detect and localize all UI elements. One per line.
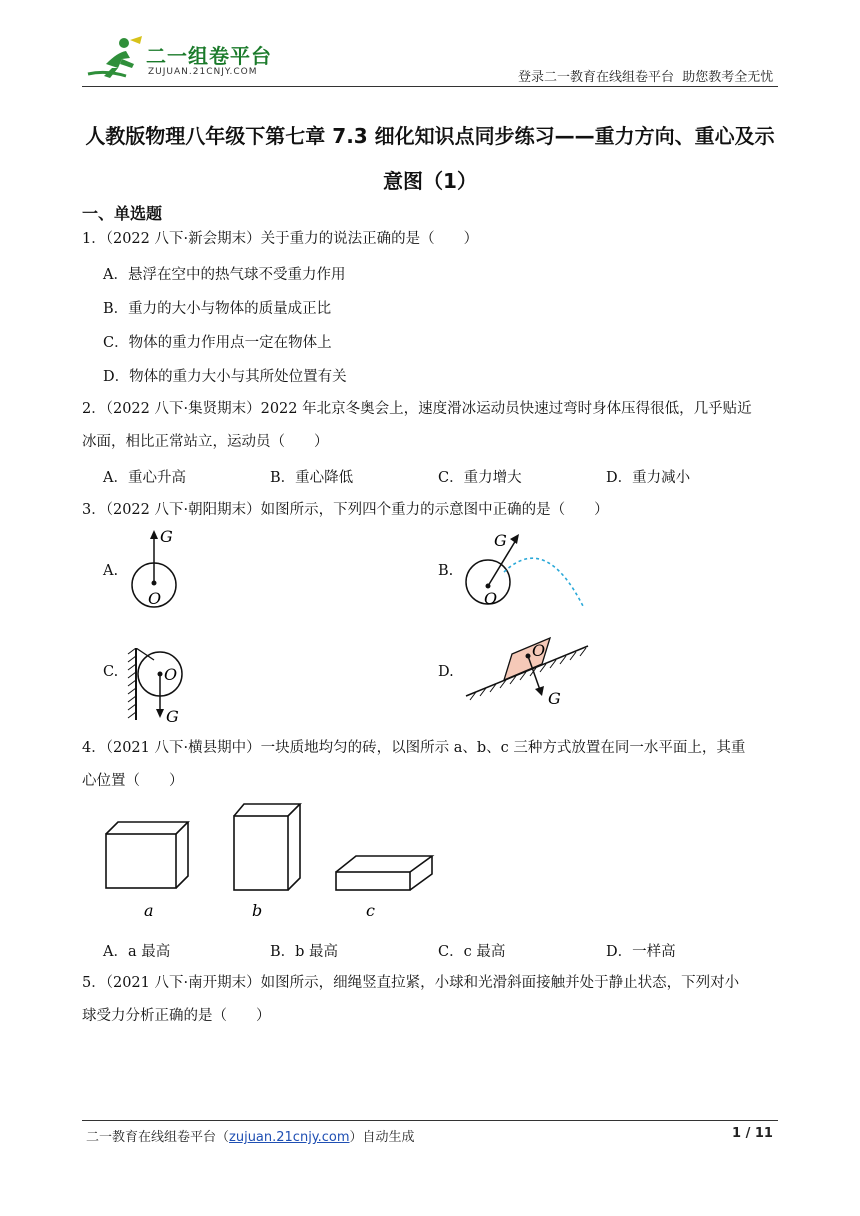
header-slogan: 登录二一教育在线组卷平台 助您教考全无忧 — [518, 70, 774, 85]
question-1-option-b[interactable]: B．重力的大小与物体的质量成正比 — [103, 301, 332, 317]
logo-name: 二一组卷平台 — [146, 44, 272, 68]
fig-a-o-label: O — [148, 589, 162, 608]
fig-d-o-label: O — [532, 641, 546, 660]
brick-label-c: c — [366, 901, 375, 920]
question-4-option-c[interactable]: C．c 最高 — [438, 944, 506, 960]
brick-label-a: a — [144, 901, 154, 920]
footer-prefix: 二一教育在线组卷平台（ — [86, 1130, 230, 1145]
question-4-option-a[interactable]: A．a 最高 — [103, 944, 171, 960]
fig-d-g-label: G — [548, 689, 561, 708]
question-4-option-d[interactable]: D．一样高 — [606, 944, 676, 960]
question-2-option-b[interactable]: B．重心降低 — [270, 470, 354, 486]
question-2-option-d[interactable]: D．重力减小 — [606, 470, 691, 486]
question-1-option-c[interactable]: C．物体的重力作用点一定在物体上 — [103, 335, 332, 351]
question-3-figure-d — [462, 634, 592, 712]
question-5-stem-line1: 5．（2021 八下·南开期末）如图所示，细绳竖直拉紧，小球和光滑斜面接触并处于静止状态，下列对小 — [82, 975, 740, 991]
question-3-figure-b — [460, 524, 590, 614]
logo-url: ZUJUAN.21CNJY.COM — [148, 67, 258, 77]
runner-logo-icon — [86, 34, 144, 80]
footer-divider — [82, 1120, 778, 1121]
question-4-brick-figure — [96, 800, 446, 926]
page-title-line1: 人教版物理八年级下第七章 7.3 细化知识点同步练习——重力方向、重心及示 — [85, 124, 775, 148]
header-logo[interactable] — [86, 34, 286, 80]
fig-c-g-label: G — [166, 707, 179, 726]
header-divider — [82, 86, 778, 87]
question-4-stem-line2: 心位置（ ） — [82, 773, 184, 789]
fig-b-o-label: O — [484, 589, 498, 608]
fig-c-o-label: O — [164, 665, 178, 684]
fig-b-g-label: G — [494, 531, 507, 550]
question-4-stem-line1: 4．（2021 八下·横县期中）一块质地均匀的砖，以图所示 a、b、c 三种方式放置在同一水平面上，其重 — [82, 740, 746, 756]
question-3-option-a[interactable]: A. — [103, 563, 119, 579]
fig-a-g-label: G — [160, 527, 173, 546]
question-3-figure-a — [124, 526, 194, 616]
page-number: 1 / 11 — [732, 1126, 773, 1141]
question-3-option-c[interactable]: C. — [103, 664, 119, 680]
page-title-line2: 意图（1） — [383, 169, 477, 193]
question-5-stem-line2: 球受力分析正确的是（ ） — [82, 1008, 271, 1024]
footer-text — [86, 1126, 415, 1145]
question-2-stem-line2: 冰面，相比正常站立，运动员（ ） — [82, 434, 329, 450]
question-3-option-d[interactable]: D. — [438, 664, 454, 680]
question-1-option-a[interactable]: A．悬浮在空中的热气球不受重力作用 — [103, 267, 346, 283]
question-2-option-c[interactable]: C．重力增大 — [438, 470, 522, 486]
brick-label-b: b — [252, 901, 263, 920]
question-3-figure-c — [124, 648, 204, 728]
footer-link[interactable]: zujuan.21cnjy.com — [229, 1130, 350, 1145]
question-2-stem-line1: 2．（2022 八下·集贤期末）2022 年北京冬奥会上，速度滑冰运动员快速过弯时身体压得很低，几乎贴近 — [82, 401, 752, 417]
question-4-option-b[interactable]: B．b 最高 — [270, 944, 339, 960]
section-heading: 一、单选题 — [82, 204, 163, 223]
question-1-stem: 1．（2022 八下·新会期末）关于重力的说法正确的是（ ） — [82, 231, 479, 247]
question-3-option-b[interactable]: B. — [438, 563, 454, 579]
question-3-stem: 3．（2022 八下·朝阳期末）如图所示，下列四个重力的示意图中正确的是（ ） — [82, 502, 609, 518]
question-1-option-d[interactable]: D．物体的重力大小与其所处位置有关 — [103, 369, 347, 385]
footer-suffix: ）自动生成 — [349, 1130, 415, 1145]
question-2-option-a[interactable]: A．重心升高 — [103, 470, 186, 486]
